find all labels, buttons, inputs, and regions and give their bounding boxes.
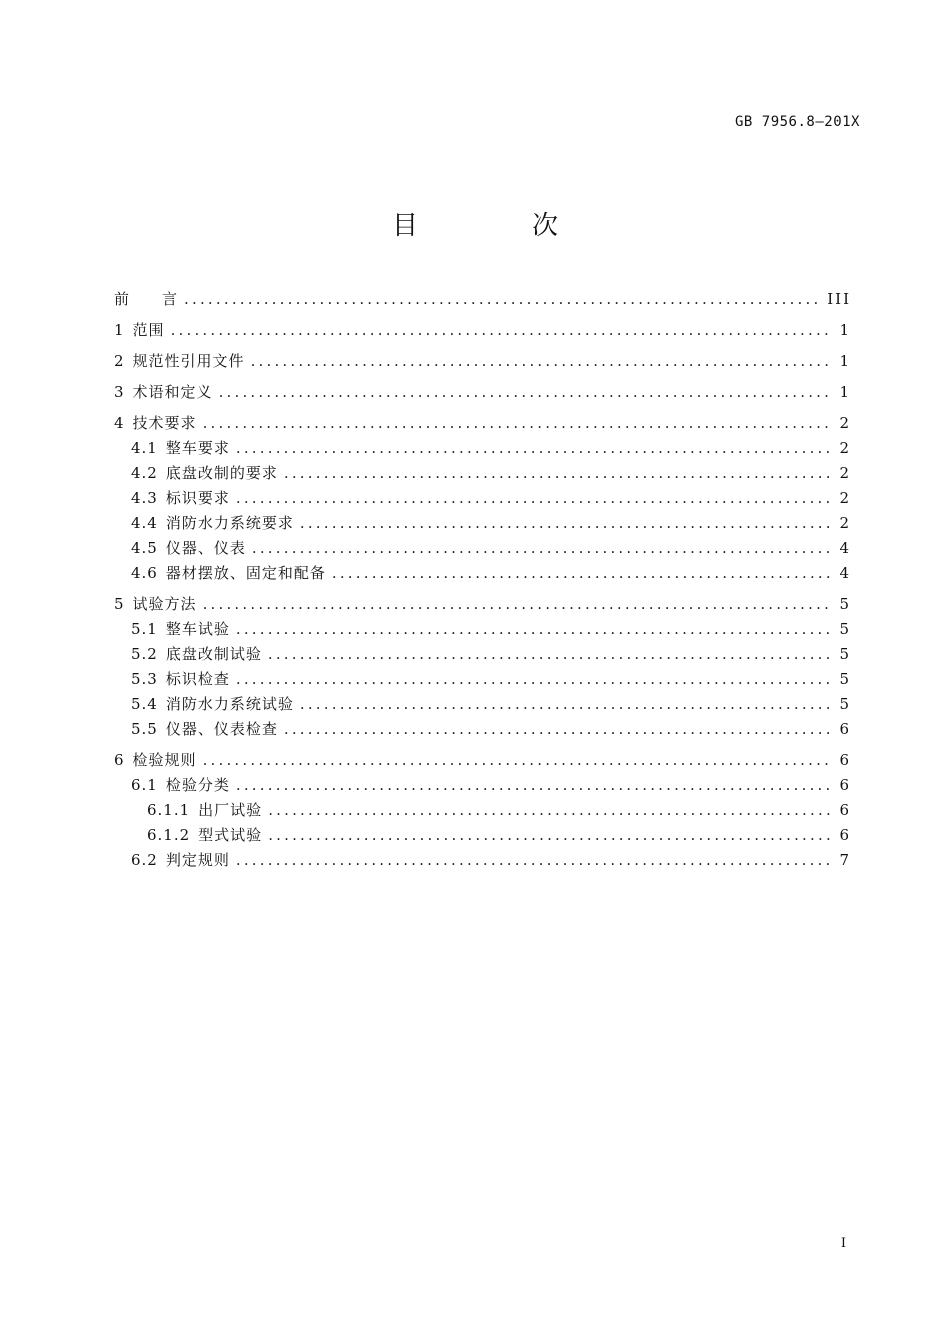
toc-dot-leader <box>332 562 834 584</box>
toc-dot-leader <box>300 693 834 715</box>
toc-entry-label: 技术要求 <box>132 414 197 432</box>
toc-entry-number: 5 <box>114 595 125 613</box>
toc-entry[interactable] <box>114 774 851 796</box>
toc-entry-number: 2 <box>114 352 125 370</box>
toc-entry-label: 仪器、仪表 <box>165 539 246 557</box>
toc-dot-leader <box>203 749 834 771</box>
toc-entry-label: 仪器、仪表检查 <box>165 720 278 738</box>
toc-entry[interactable] <box>114 799 851 821</box>
toc-entry-label: 检验分类 <box>165 776 230 794</box>
toc-dot-leader <box>268 824 833 846</box>
toc-entry-page: 2 <box>839 489 851 507</box>
toc-entry-number: 5.5 <box>131 720 158 738</box>
toc-dot-leader <box>252 537 834 559</box>
toc-entry-page: 5 <box>839 595 851 613</box>
toc-entry-label: 型式试验 <box>198 826 263 844</box>
toc-dot-leader <box>236 668 834 690</box>
toc-entry-page: 6 <box>839 720 851 738</box>
toc-dot-leader <box>236 618 834 640</box>
page-title: 目 次 <box>391 211 602 241</box>
toc-entry-page: 7 <box>839 851 851 869</box>
toc-entry-page: 1 <box>839 383 851 401</box>
toc-dot-leader <box>236 487 834 509</box>
toc-dot-leader <box>268 643 834 665</box>
toc-entry-page: 6 <box>839 826 851 844</box>
toc-entry-label: 标识要求 <box>165 489 230 507</box>
toc-entry-number: 4.2 <box>131 464 158 482</box>
toc-entry-label: 前 言 <box>114 290 179 308</box>
page-number: I <box>840 1236 846 1251</box>
toc-entry-label: 整车试验 <box>165 620 230 638</box>
toc-entry-number: 5.1 <box>131 620 158 638</box>
toc-entry-number: 4.5 <box>131 539 158 557</box>
toc-entry-label: 试验方法 <box>132 595 197 613</box>
toc-entry-page: 6 <box>839 751 851 769</box>
toc-entry-page: 1 <box>839 352 851 370</box>
toc-entry-number: 6.1 <box>131 776 158 794</box>
toc-entry-number: 6.2 <box>131 851 158 869</box>
toc-entry[interactable] <box>114 462 851 484</box>
toc-entry-page: 1 <box>839 321 851 339</box>
toc-entry-number: 4.1 <box>131 439 158 457</box>
document-code: GB 7956.8—201X <box>734 114 860 130</box>
toc-entry-page: 2 <box>839 439 851 457</box>
toc-entry-label: 标识检查 <box>165 670 230 688</box>
toc-entry-number: 6.1.2 <box>147 826 191 844</box>
toc-entry-number: 5.4 <box>131 695 158 713</box>
toc-dot-leader <box>236 774 834 796</box>
toc-dot-leader <box>300 512 834 534</box>
toc-entry-page: 5 <box>839 620 851 638</box>
toc-entry-page: 2 <box>839 414 851 432</box>
toc-entry-label: 底盘改制试验 <box>165 645 262 663</box>
toc-dot-leader <box>236 849 834 871</box>
toc-entry-number: 4.4 <box>131 514 158 532</box>
toc-dot-leader <box>251 350 834 372</box>
toc-entry[interactable] <box>114 749 851 771</box>
toc-entry-label: 术语和定义 <box>132 383 213 401</box>
toc-entry-page: 6 <box>839 801 851 819</box>
toc-entry[interactable] <box>114 718 851 740</box>
toc-entry-number: 6.1.1 <box>147 801 191 819</box>
toc-entry-number: 6 <box>114 751 125 769</box>
table-of-contents <box>114 288 851 871</box>
toc-dot-leader <box>203 593 834 615</box>
toc-entry-page: 4 <box>839 539 851 557</box>
toc-entry-number: 1 <box>114 321 125 339</box>
toc-entry[interactable] <box>114 593 851 615</box>
toc-entry-label: 出厂试验 <box>198 801 263 819</box>
toc-entry[interactable] <box>114 412 851 434</box>
toc-entry-label: 范围 <box>132 321 165 339</box>
toc-entry-page: 5 <box>839 645 851 663</box>
toc-dot-leader <box>268 799 833 821</box>
toc-entry-number: 3 <box>114 383 125 401</box>
toc-dot-leader <box>219 381 834 403</box>
toc-dot-leader <box>236 437 834 459</box>
toc-entry-page: 5 <box>839 670 851 688</box>
toc-entry-number: 4.3 <box>131 489 158 507</box>
toc-dot-leader <box>184 288 821 310</box>
toc-entry-page: 2 <box>839 514 851 532</box>
toc-dot-leader <box>284 718 834 740</box>
toc-entry-page: III <box>827 290 851 308</box>
toc-entry-number: 5.2 <box>131 645 158 663</box>
toc-entry[interactable] <box>114 437 851 459</box>
toc-entry-label: 器材摆放、固定和配备 <box>165 564 326 582</box>
toc-entry[interactable] <box>114 319 851 341</box>
toc-entry[interactable] <box>114 693 851 715</box>
toc-entry-number: 4.6 <box>131 564 158 582</box>
toc-entry-number: 4 <box>114 414 125 432</box>
toc-entry-number: 5.3 <box>131 670 158 688</box>
toc-entry-label: 底盘改制的要求 <box>165 464 278 482</box>
toc-entry-label: 判定规则 <box>165 851 230 869</box>
toc-entry[interactable] <box>114 668 851 690</box>
toc-entry-page: 5 <box>839 695 851 713</box>
toc-entry[interactable] <box>114 350 851 372</box>
toc-entry[interactable] <box>114 288 851 310</box>
toc-entry-label: 规范性引用文件 <box>132 352 245 370</box>
toc-entry-page: 2 <box>839 464 851 482</box>
toc-entry-page: 4 <box>839 564 851 582</box>
toc-entry[interactable] <box>114 643 851 665</box>
toc-entry-label: 消防水力系统要求 <box>165 514 294 532</box>
toc-entry[interactable] <box>114 381 851 403</box>
toc-dot-leader <box>171 319 834 341</box>
toc-entry[interactable] <box>114 824 851 846</box>
toc-entry[interactable] <box>114 618 851 640</box>
toc-entry-page: 6 <box>839 776 851 794</box>
toc-entry[interactable] <box>114 562 851 584</box>
toc-entry[interactable] <box>114 537 851 559</box>
toc-entry-label: 检验规则 <box>132 751 197 769</box>
toc-entry[interactable] <box>114 487 851 509</box>
toc-dot-leader <box>284 462 834 484</box>
toc-entry-label: 消防水力系统试验 <box>165 695 294 713</box>
toc-entry[interactable] <box>114 849 851 871</box>
toc-entry[interactable] <box>114 512 851 534</box>
toc-entry-label: 整车要求 <box>165 439 230 457</box>
toc-dot-leader <box>203 412 834 434</box>
